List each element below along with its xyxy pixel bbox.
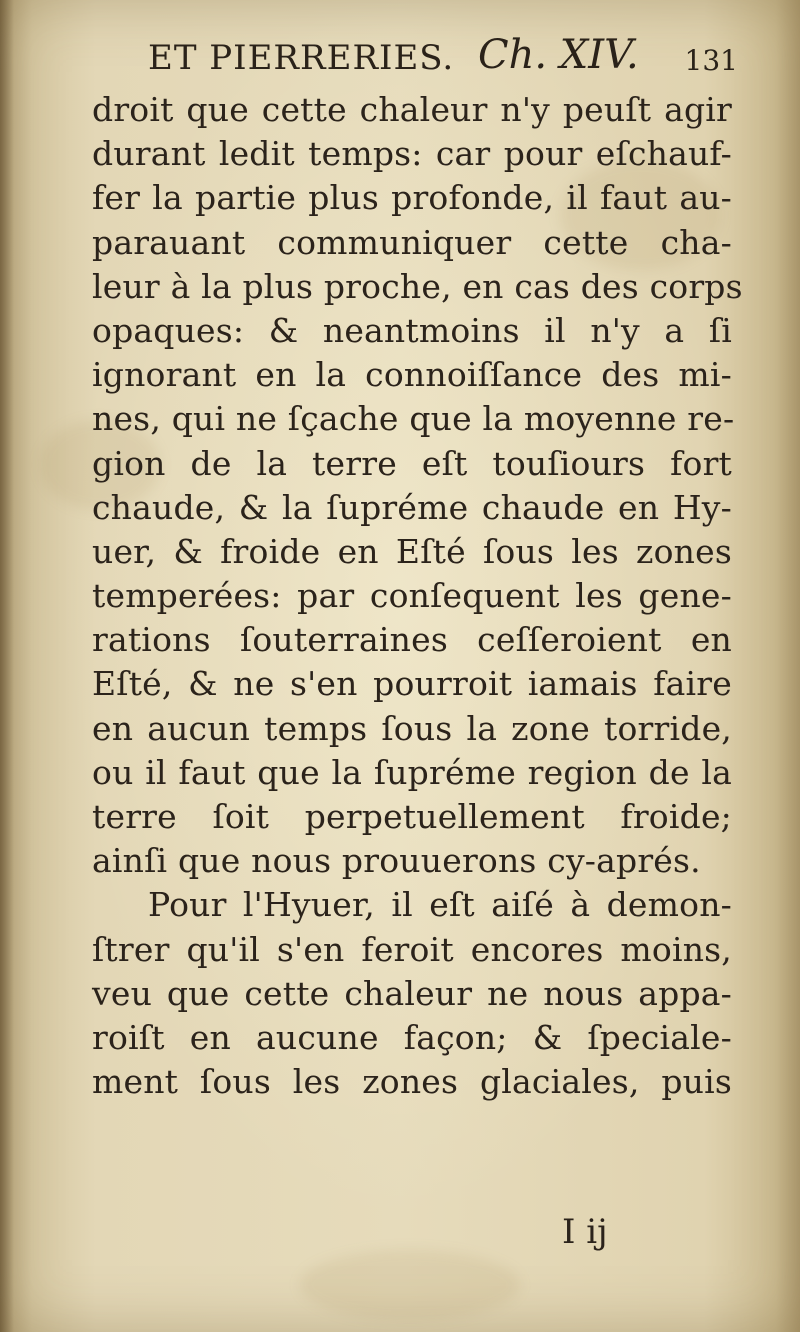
- running-head-title: ET PIERRERIES.: [148, 38, 455, 78]
- text-line: droit que cette chaleur n'y peuſt agir: [92, 90, 732, 129]
- text-line: durant ledit temps: car pour eſchauf-: [92, 134, 732, 174]
- paper-stain: [300, 1250, 520, 1320]
- text-line: ou il faut que la ſupréme region de la: [92, 752, 732, 792]
- text-line: parauant communiquer cette cha-: [92, 222, 732, 262]
- text-line: chaude, & la ſupréme chaude en Hy-: [92, 487, 732, 527]
- text-line: uer, & froide en Eſté ſous les zones: [92, 531, 732, 571]
- text-line: nes, qui ne ſçache que la moyenne re-: [92, 399, 735, 439]
- page-number: 131: [684, 44, 738, 77]
- text-line: rations ſouterraines ceſſeroient en: [92, 620, 732, 660]
- text-line: ainſi que nous prouuerons cy-aprés.: [92, 841, 701, 881]
- text-line: terre ſoit perpetuellement froide;: [92, 797, 732, 836]
- text-line: temperées: par conſequent les gene-: [92, 576, 732, 616]
- paragraph-start-line: Pour l'Hyuer, il eſt aiſé à demon-: [148, 885, 732, 925]
- body-text: [92, 88, 743, 1104]
- running-head: [148, 30, 738, 90]
- text-line: opaques: & neantmoins il n'y a ſi: [92, 310, 732, 350]
- text-line: leur à la plus proche, en cas des corps: [92, 266, 743, 306]
- text-line: roiſt en aucune façon; & ſpeciale-: [92, 1017, 732, 1057]
- chapter-label: Ch. XIV.: [478, 32, 639, 78]
- text-line: veu que cette chaleur ne nous appa-: [92, 973, 732, 1013]
- text-line: ſtrer qu'il s'en feroit encores moins,: [92, 929, 732, 969]
- text-line: ment ſous les zones glaciales, puis: [92, 1062, 732, 1102]
- text-line: Eſté, & ne s'en pourroit iamais faire: [92, 664, 732, 704]
- signature-mark: I ij: [562, 1212, 608, 1252]
- text-line: en aucun temps ſous la zone torride,: [92, 708, 732, 748]
- text-line: gion de la terre eſt touſiours fort: [92, 443, 732, 483]
- text-line: ignorant en la connoiſſance des mi-: [92, 355, 732, 395]
- text-line: fer la partie plus profonde, il faut au-: [92, 178, 732, 218]
